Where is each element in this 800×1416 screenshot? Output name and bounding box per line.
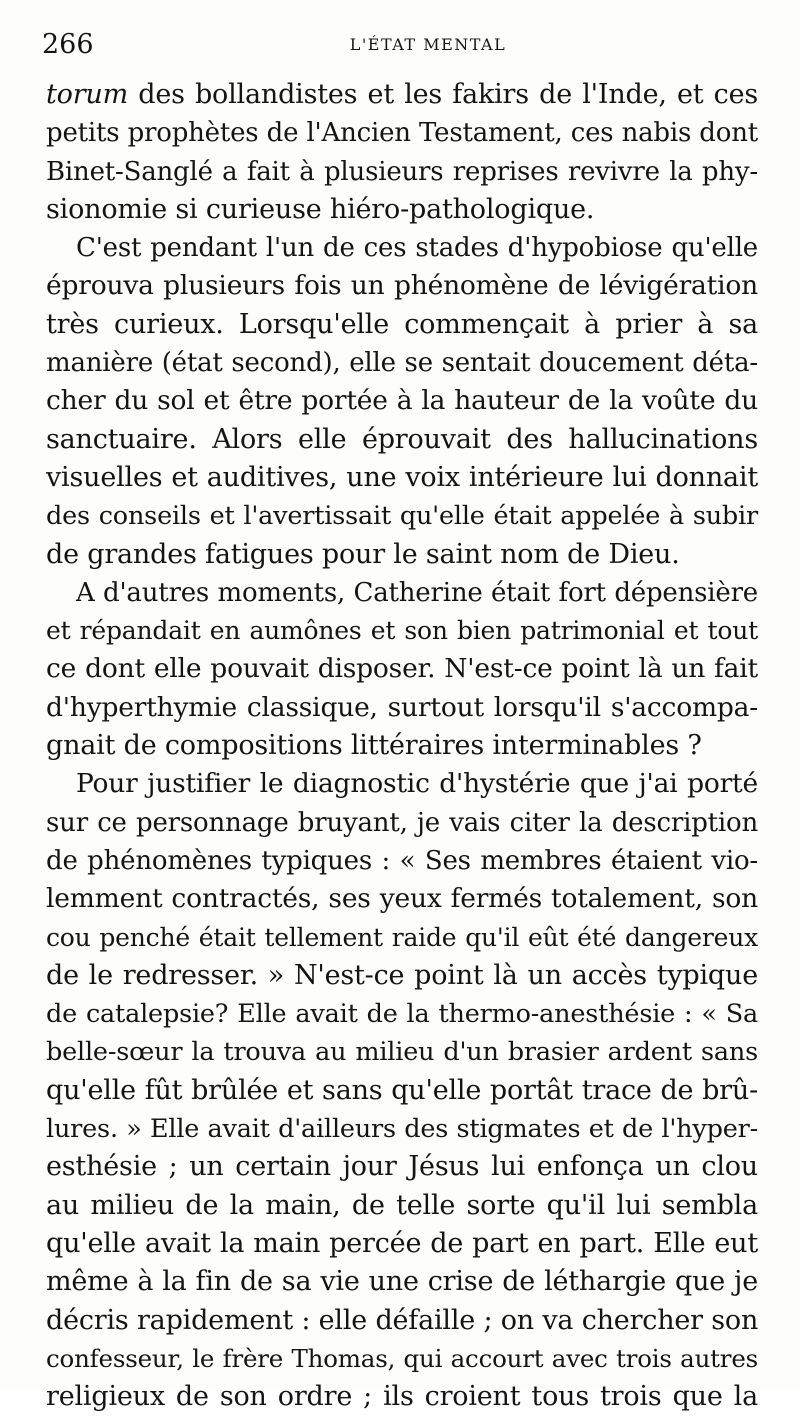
text-line: C'est pendant l'un de ces stades d'hypobiose qu'elle xyxy=(76,233,758,264)
text-line: de le redresser. » N'est-ce point là un accès typique xyxy=(46,959,758,991)
text-line: de catalepsie? Elle avait de la thermo-anesthésie : « Sa xyxy=(46,999,758,1030)
text-line: des conseils et l'avertissait qu'elle était appelée à subir xyxy=(46,501,758,532)
running-title: L'ÉTAT MENTAL xyxy=(349,35,507,54)
text-line: petits prophètes de l'Ancien Testament, ces nabis dont xyxy=(46,118,758,149)
text-line: de phénomènes typiques : « Ses membres étaient vio- xyxy=(46,845,758,876)
text-line: belle-sœur la trouva au milieu d'un brasier ardent sans xyxy=(46,1037,758,1068)
text-line: lures. » Elle avait d'ailleurs des stigmates et de l'hyper- xyxy=(46,1114,758,1145)
text-line: manière (état second), elle se sentait doucement déta- xyxy=(46,348,758,379)
text-line: esthésie ; un certain jour Jésus lui enfonça un clou xyxy=(46,1151,758,1183)
text-line: sur ce personnage bruyant, je vais citer la description xyxy=(46,807,758,838)
text-line: gnait de compositions littéraires interminables ? xyxy=(46,730,702,762)
body-text xyxy=(46,76,758,1416)
text-line: très curieux. Lorsqu'elle commençait à prier à sa xyxy=(46,308,758,340)
text-line: sionomie si curieuse hiéro-pathologique. xyxy=(46,193,595,225)
text-line: d'hyperthymie classique, surtout lorsqu'il s'accompa- xyxy=(46,691,758,723)
text-line: cou penché était tellement raide qu'il eût été dangereux xyxy=(46,922,758,952)
page-number: 266 xyxy=(42,29,94,60)
text-line: ce dont elle pouvait disposer. N'est-ce point là un fait xyxy=(46,653,758,685)
text-line: torum des bollandistes et les fakirs de l'Inde, et ces xyxy=(46,79,758,110)
text-line: au milieu de la main, de telle sorte qu'il lui sembla xyxy=(46,1189,758,1221)
text-line: religieux de son ordre ; ils croient tous trois que la xyxy=(46,1381,758,1413)
italic-word: torum xyxy=(46,79,129,110)
running-head xyxy=(42,30,754,60)
text-line: cher du sol et être portée à la hauteur de la voûte du xyxy=(46,385,758,417)
text-line: qu'elle avait la main percée de part en part. Elle eut xyxy=(46,1227,758,1259)
text-line: de grandes fatigues pour le saint nom de Dieu. xyxy=(46,538,680,570)
text-line: Binet-Sanglé a fait à plusieurs reprises revivre la phy- xyxy=(46,156,758,187)
text-line: décris rapidement : elle défaille ; on va chercher son xyxy=(46,1304,759,1336)
text-line: éprouva plusieurs fois un phénomène de lévigération xyxy=(46,270,758,302)
text-line: sanctuaire. Alors elle éprouvait des hallucinations xyxy=(46,423,758,455)
text-line: confesseur, le frère Thomas, qui accourt avec trois autres xyxy=(46,1343,758,1373)
text-line: A d'autres moments, Catherine était fort dépensière xyxy=(76,577,758,608)
text-line: même à la fin de sa vie une crise de léthargie que je xyxy=(46,1266,758,1298)
text-line: qu'elle fût brûlée et sans qu'elle portât trace de brû- xyxy=(46,1074,758,1106)
text-line: visuelles et auditives, une voix intérieure lui donnait xyxy=(46,461,758,493)
text-line: Pour justifier le diagnostic d'hystérie que j'ai porté xyxy=(76,768,758,800)
text-line: lemment contractés, ses yeux fermés totalement, son xyxy=(46,883,758,915)
text-line: et répandait en aumônes et son bien patrimonial et tout xyxy=(46,616,758,646)
